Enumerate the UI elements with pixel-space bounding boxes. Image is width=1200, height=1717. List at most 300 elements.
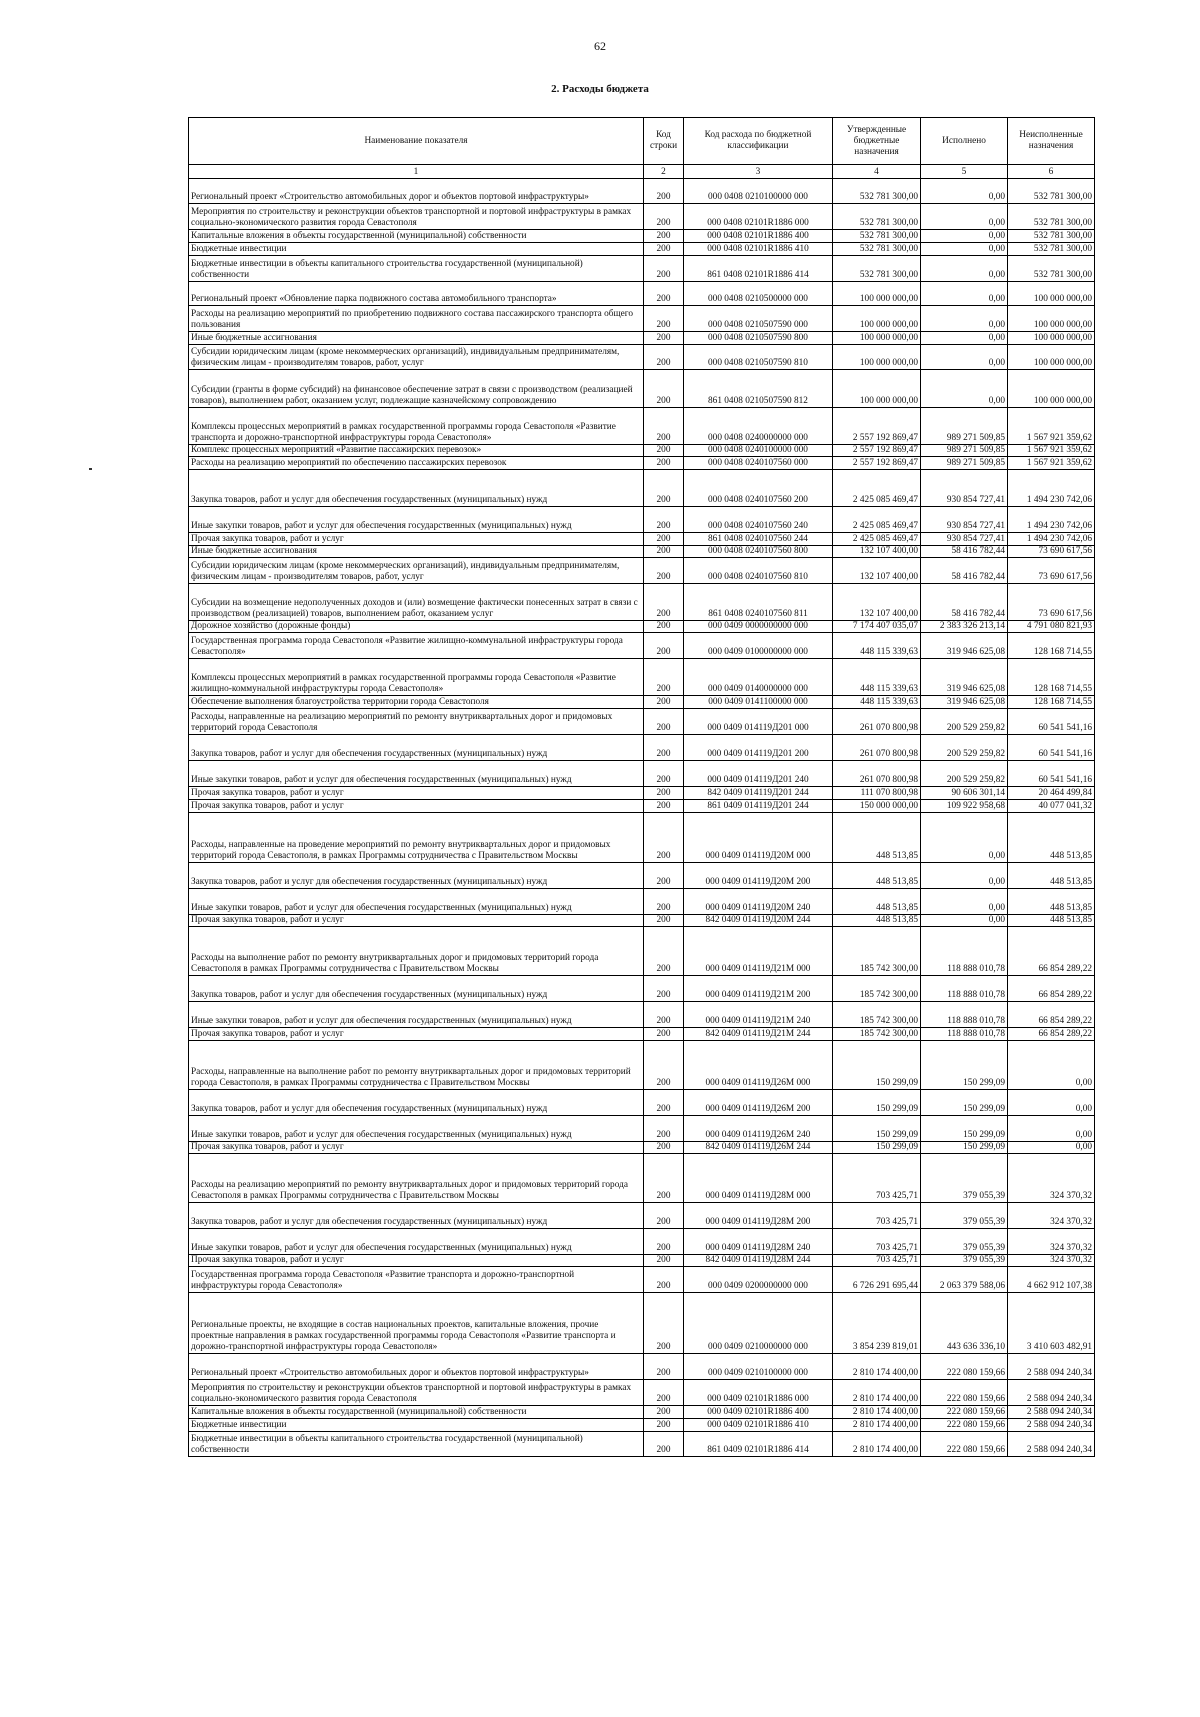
row-unexecuted: 1 567 921 359,62	[1008, 457, 1095, 470]
table-row	[189, 282, 1095, 306]
row-classification: 000 0409 014119Д20М 000	[684, 813, 833, 863]
row-executed: 379 055,39	[921, 1255, 1008, 1267]
row-approved: 150 299,09	[833, 1041, 921, 1090]
row-name: Бюджетные инвестиции в объекты капитального строительства государственной (муниципальной) собственности	[189, 256, 644, 282]
row-unexecuted: 324 370,32	[1008, 1154, 1095, 1203]
row-code: 200	[644, 813, 684, 863]
row-code: 200	[644, 558, 684, 584]
row-classification: 842 0409 014119Д28М 244	[684, 1255, 833, 1267]
row-unexecuted: 448 513,85	[1008, 863, 1095, 889]
row-unexecuted: 0,00	[1008, 1090, 1095, 1116]
row-executed: 118 888 010,78	[921, 1028, 1008, 1041]
header-number: 2	[644, 165, 684, 179]
row-code: 200	[644, 1116, 684, 1142]
row-approved: 703 425,71	[833, 1255, 921, 1267]
row-approved: 100 000 000,00	[833, 332, 921, 345]
row-code: 200	[644, 1142, 684, 1154]
row-approved: 532 781 300,00	[833, 179, 921, 204]
row-executed: 0,00	[921, 243, 1008, 256]
row-classification: 000 0408 0240107560 200	[684, 470, 833, 507]
row-executed: 150 299,09	[921, 1142, 1008, 1154]
row-executed: 0,00	[921, 915, 1008, 927]
row-name: Бюджетные инвестиции	[189, 243, 644, 256]
row-code: 200	[644, 230, 684, 243]
table-row	[189, 1002, 1095, 1028]
table-row	[189, 1419, 1095, 1432]
row-code: 200	[644, 1002, 684, 1028]
row-unexecuted: 2 588 094 240,34	[1008, 1380, 1095, 1406]
row-classification: 861 0409 014119Д201 244	[684, 800, 833, 813]
row-executed: 118 888 010,78	[921, 927, 1008, 976]
row-unexecuted: 40 077 041,32	[1008, 800, 1095, 813]
row-name: Региональный проект «Обновление парка подвижного состава автомобильного транспорта»	[189, 282, 644, 306]
table-row	[189, 800, 1095, 813]
row-classification: 000 0408 0240107560 240	[684, 507, 833, 533]
row-unexecuted: 73 690 617,56	[1008, 546, 1095, 558]
header-number: 4	[833, 165, 921, 179]
table-row	[189, 507, 1095, 533]
row-name: Расходы, направленные на выполнение работ по ремонту внутриквартальных дорог и придомовых территорий города Севастополя, в рамках Программы сотрудничества с Правительством Москвы	[189, 1041, 644, 1090]
table-row	[189, 976, 1095, 1002]
row-classification: 000 0409 0140000000 000	[684, 659, 833, 696]
row-classification: 000 0408 0210507590 800	[684, 332, 833, 345]
table-row	[189, 546, 1095, 558]
table-row	[189, 533, 1095, 546]
row-name: Закупка товаров, работ и услуг для обеспечения государственных (муниципальных) нужд	[189, 863, 644, 889]
header-number: 1	[189, 165, 644, 179]
row-name: Бюджетные инвестиции в объекты капитального строительства государственной (муниципальной) собственности	[189, 1432, 644, 1457]
table-row	[189, 408, 1095, 445]
row-classification: 000 0409 02101R1886 000	[684, 1380, 833, 1406]
row-unexecuted: 532 781 300,00	[1008, 204, 1095, 230]
row-unexecuted: 100 000 000,00	[1008, 282, 1095, 306]
row-unexecuted: 532 781 300,00	[1008, 230, 1095, 243]
row-approved: 261 070 800,98	[833, 709, 921, 735]
row-unexecuted: 324 370,32	[1008, 1229, 1095, 1255]
row-unexecuted: 324 370,32	[1008, 1255, 1095, 1267]
row-executed: 222 080 159,66	[921, 1419, 1008, 1432]
table-row	[189, 915, 1095, 927]
row-name: Иные закупки товаров, работ и услуг для обеспечения государственных (муниципальных) нужд	[189, 889, 644, 915]
row-executed: 0,00	[921, 370, 1008, 408]
row-code: 200	[644, 633, 684, 659]
row-name: Закупка товаров, работ и услуг для обеспечения государственных (муниципальных) нужд	[189, 735, 644, 761]
row-unexecuted: 66 854 289,22	[1008, 1002, 1095, 1028]
table-row	[189, 1432, 1095, 1457]
row-name: Прочая закупка товаров, работ и услуг	[189, 533, 644, 546]
table-row	[189, 863, 1095, 889]
row-approved: 150 000 000,00	[833, 800, 921, 813]
table-row	[189, 1028, 1095, 1041]
row-classification: 000 0409 014119Д26М 000	[684, 1041, 833, 1090]
row-name: Прочая закупка товаров, работ и услуг	[189, 1255, 644, 1267]
row-classification: 861 0409 02101R1886 414	[684, 1432, 833, 1457]
row-executed: 150 299,09	[921, 1041, 1008, 1090]
row-executed: 0,00	[921, 204, 1008, 230]
row-executed: 0,00	[921, 863, 1008, 889]
row-name: Бюджетные инвестиции	[189, 1419, 644, 1432]
row-code: 200	[644, 1293, 684, 1354]
row-unexecuted: 73 690 617,56	[1008, 558, 1095, 584]
row-classification: 000 0408 02101R1886 400	[684, 230, 833, 243]
row-executed: 0,00	[921, 306, 1008, 332]
table-row	[189, 558, 1095, 584]
row-name: Прочая закупка товаров, работ и услуг	[189, 800, 644, 813]
row-unexecuted: 0,00	[1008, 1142, 1095, 1154]
header-classification: Код расхода по бюджетной классификации	[684, 118, 833, 165]
row-approved: 100 000 000,00	[833, 345, 921, 370]
row-executed: 200 529 259,82	[921, 709, 1008, 735]
row-executed: 443 636 336,10	[921, 1293, 1008, 1354]
row-code: 200	[644, 927, 684, 976]
table-row	[189, 1116, 1095, 1142]
table-row	[189, 204, 1095, 230]
header-executed: Исполнено	[921, 118, 1008, 165]
row-code: 200	[644, 976, 684, 1002]
row-approved: 2 810 174 400,00	[833, 1380, 921, 1406]
table-row	[189, 1090, 1095, 1116]
row-executed: 58 416 782,44	[921, 558, 1008, 584]
row-unexecuted: 128 168 714,55	[1008, 633, 1095, 659]
row-name: Государственная программа города Севастополя «Развитие жилищно-коммунальной инфраструктуры города Севастополя»	[189, 633, 644, 659]
row-code: 200	[644, 1090, 684, 1116]
row-name: Расходы на реализацию мероприятий по приобретению подвижного состава пассажирского транспорта общего пользования	[189, 306, 644, 332]
table-row	[189, 787, 1095, 800]
row-executed: 989 271 509,85	[921, 408, 1008, 445]
row-classification: 000 0409 014119Д201 240	[684, 761, 833, 787]
table-row	[189, 445, 1095, 457]
row-code: 200	[644, 787, 684, 800]
row-unexecuted: 2 588 094 240,34	[1008, 1406, 1095, 1419]
row-code: 200	[644, 282, 684, 306]
row-code: 200	[644, 507, 684, 533]
row-unexecuted: 2 588 094 240,34	[1008, 1419, 1095, 1432]
table-row	[189, 243, 1095, 256]
table-row	[189, 1267, 1095, 1293]
row-unexecuted: 20 464 499,84	[1008, 787, 1095, 800]
row-code: 200	[644, 470, 684, 507]
row-name: Прочая закупка товаров, работ и услуг	[189, 915, 644, 927]
table-row	[189, 470, 1095, 507]
row-executed: 118 888 010,78	[921, 976, 1008, 1002]
row-name: Капитальные вложения в объекты государственной (муниципальной) собственности	[189, 230, 644, 243]
row-classification: 861 0408 0210507590 812	[684, 370, 833, 408]
row-unexecuted: 324 370,32	[1008, 1203, 1095, 1229]
row-unexecuted: 1 494 230 742,06	[1008, 507, 1095, 533]
row-executed: 150 299,09	[921, 1116, 1008, 1142]
row-code: 200	[644, 709, 684, 735]
row-name: Расходы на реализацию мероприятий по обеспечению пассажирских перевозок	[189, 457, 644, 470]
row-unexecuted: 0,00	[1008, 1041, 1095, 1090]
row-code: 200	[644, 915, 684, 927]
row-unexecuted: 448 513,85	[1008, 889, 1095, 915]
table-row	[189, 230, 1095, 243]
row-classification: 000 0409 02101R1886 410	[684, 1419, 833, 1432]
row-executed: 118 888 010,78	[921, 1002, 1008, 1028]
row-classification: 000 0408 0240107560 000	[684, 457, 833, 470]
row-name: Комплексы процессных мероприятий в рамках государственной программы города Севастополя «Развитие жилищно-коммунальной инфраструктуры города Севастополя»	[189, 659, 644, 696]
table-row	[189, 345, 1095, 370]
row-executed: 319 946 625,08	[921, 633, 1008, 659]
row-code: 200	[644, 533, 684, 546]
row-approved: 448 513,85	[833, 813, 921, 863]
row-name: Субсидии на возмещение недополученных доходов и (или) возмещение фактически понесенных затрат в связи с производством (реализацией) товаров, выполнением работ, оказанием услуг	[189, 584, 644, 621]
row-approved: 703 425,71	[833, 1229, 921, 1255]
row-name: Расходы, направленные на реализацию мероприятий по ремонту внутриквартальных дорог и придомовых территорий города Севастополя	[189, 709, 644, 735]
row-name: Прочая закупка товаров, работ и услуг	[189, 1142, 644, 1154]
row-classification: 000 0409 014119Д21М 000	[684, 927, 833, 976]
row-approved: 532 781 300,00	[833, 243, 921, 256]
row-name: Обеспечение выполнения благоустройства территории города Севастополя	[189, 696, 644, 709]
row-code: 200	[644, 1203, 684, 1229]
row-name: Субсидии юридическим лицам (кроме некоммерческих организаций), индивидуальным предпринимателям, физическим лицам - производителям товаров, работ, услуг	[189, 345, 644, 370]
row-classification: 000 0409 014119Д26М 200	[684, 1090, 833, 1116]
row-name: Дорожное хозяйство (дорожные фонды)	[189, 621, 644, 633]
scan-speck	[89, 468, 92, 470]
row-name: Капитальные вложения в объекты государственной (муниципальной) собственности	[189, 1406, 644, 1419]
row-classification: 000 0408 0240107560 800	[684, 546, 833, 558]
row-unexecuted: 2 588 094 240,34	[1008, 1432, 1095, 1457]
row-name: Комплексы процессных мероприятий в рамках государственной программы города Севастополя «Развитие транспорта и дорожно-транспортной инфраструктуры города Севастополя»	[189, 408, 644, 445]
row-code: 200	[644, 445, 684, 457]
row-approved: 703 425,71	[833, 1154, 921, 1203]
row-approved: 448 513,85	[833, 863, 921, 889]
row-executed: 989 271 509,85	[921, 457, 1008, 470]
row-approved: 100 000 000,00	[833, 370, 921, 408]
row-name: Региональные проекты, не входящие в состав национальных проектов, капитальные вложения, прочие проектные направления в рамках государственной программы города Севастополя «Развитие транспорта и дорожно-транспортной инфраструктуры города Севастополя»	[189, 1293, 644, 1354]
row-code: 200	[644, 370, 684, 408]
row-unexecuted: 60 541 541,16	[1008, 761, 1095, 787]
row-classification: 000 0408 0210507590 000	[684, 306, 833, 332]
row-unexecuted: 100 000 000,00	[1008, 370, 1095, 408]
header-code: Код строки	[644, 118, 684, 165]
row-name: Иные закупки товаров, работ и услуг для обеспечения государственных (муниципальных) нужд	[189, 761, 644, 787]
row-approved: 261 070 800,98	[833, 761, 921, 787]
row-code: 200	[644, 584, 684, 621]
row-code: 200	[644, 1028, 684, 1041]
row-code: 200	[644, 1154, 684, 1203]
row-name: Субсидии (гранты в форме субсидий) на финансовое обеспечение затрат в связи с производством (реализацией товаров), выполнением работ, оказанием услуг, подлежащие казначейскому сопровождению	[189, 370, 644, 408]
row-name: Мероприятия по строительству и реконструкции объектов транспортной и портовой инфраструктуры в рамках социально-экономического развития города Севастополя	[189, 204, 644, 230]
row-code: 200	[644, 179, 684, 204]
header-name: Наименование показателя	[189, 118, 644, 165]
row-name: Расходы, направленные на проведение мероприятий по ремонту внутриквартальных дорог и придомовых территорий города Севастополя, в рамках Программы сотрудничества с Правительством Москвы	[189, 813, 644, 863]
row-executed: 0,00	[921, 256, 1008, 282]
row-approved: 448 115 339,63	[833, 659, 921, 696]
row-approved: 100 000 000,00	[833, 282, 921, 306]
row-name: Закупка товаров, работ и услуг для обеспечения государственных (муниципальных) нужд	[189, 976, 644, 1002]
row-approved: 111 070 800,98	[833, 787, 921, 800]
table-row	[189, 1380, 1095, 1406]
row-code: 200	[644, 800, 684, 813]
table-row	[189, 633, 1095, 659]
row-executed: 58 416 782,44	[921, 584, 1008, 621]
row-classification: 000 0409 0210000000 000	[684, 1293, 833, 1354]
row-code: 200	[644, 243, 684, 256]
row-classification: 000 0408 0210500000 000	[684, 282, 833, 306]
row-executed: 222 080 159,66	[921, 1406, 1008, 1419]
row-executed: 0,00	[921, 179, 1008, 204]
row-executed: 90 606 301,14	[921, 787, 1008, 800]
row-classification: 000 0409 014119Д28М 200	[684, 1203, 833, 1229]
row-name: Иные закупки товаров, работ и услуг для обеспечения государственных (муниципальных) нужд	[189, 1116, 644, 1142]
row-unexecuted: 4 662 912 107,38	[1008, 1267, 1095, 1293]
row-classification: 000 0409 014119Д28М 240	[684, 1229, 833, 1255]
table-row	[189, 332, 1095, 345]
row-name: Расходы на реализацию мероприятий по ремонту внутриквартальных дорог и придомовых территорий города Севастополя в рамках Программы сотрудничества с Правительством Москвы	[189, 1154, 644, 1203]
row-unexecuted: 60 541 541,16	[1008, 735, 1095, 761]
header-approved: Утвержденные бюджетные назначения	[833, 118, 921, 165]
row-code: 200	[644, 1267, 684, 1293]
row-executed: 222 080 159,66	[921, 1380, 1008, 1406]
row-code: 200	[644, 1432, 684, 1457]
row-unexecuted: 100 000 000,00	[1008, 345, 1095, 370]
row-code: 200	[644, 696, 684, 709]
row-classification: 000 0409 014119Д28М 000	[684, 1154, 833, 1203]
table-row	[189, 1041, 1095, 1090]
table-row	[189, 1255, 1095, 1267]
row-code: 200	[644, 256, 684, 282]
row-name: Закупка товаров, работ и услуг для обеспечения государственных (муниципальных) нужд	[189, 470, 644, 507]
row-classification: 000 0409 014119Д21М 200	[684, 976, 833, 1002]
row-unexecuted: 100 000 000,00	[1008, 332, 1095, 345]
row-approved: 448 115 339,63	[833, 633, 921, 659]
row-code: 200	[644, 1354, 684, 1380]
row-classification: 000 0409 014119Д20М 200	[684, 863, 833, 889]
row-unexecuted: 448 513,85	[1008, 813, 1095, 863]
row-executed: 930 854 727,41	[921, 533, 1008, 546]
row-name: Региональный проект «Строительство автомобильных дорог и объектов портовой инфраструктуры»	[189, 179, 644, 204]
row-classification: 000 0408 02101R1886 410	[684, 243, 833, 256]
row-classification: 000 0408 0210100000 000	[684, 179, 833, 204]
row-unexecuted: 2 588 094 240,34	[1008, 1354, 1095, 1380]
row-code: 200	[644, 1406, 684, 1419]
table-row	[189, 584, 1095, 621]
header-number: 6	[1008, 165, 1095, 179]
row-name: Закупка товаров, работ и услуг для обеспечения государственных (муниципальных) нужд	[189, 1203, 644, 1229]
row-unexecuted: 0,00	[1008, 1116, 1095, 1142]
row-unexecuted: 448 513,85	[1008, 915, 1095, 927]
row-name: Комплекс процессных мероприятий «Развитие пассажирских перевозок»	[189, 445, 644, 457]
row-name: Субсидии юридическим лицам (кроме некоммерческих организаций), индивидуальным предпринимателям, физическим лицам - производителям товаров, работ, услуг	[189, 558, 644, 584]
row-classification: 842 0409 014119Д21М 244	[684, 1028, 833, 1041]
row-approved: 100 000 000,00	[833, 306, 921, 332]
row-code: 200	[644, 306, 684, 332]
row-unexecuted: 532 781 300,00	[1008, 243, 1095, 256]
row-code: 200	[644, 1229, 684, 1255]
row-unexecuted: 66 854 289,22	[1008, 927, 1095, 976]
table-row	[189, 256, 1095, 282]
row-name: Иные закупки товаров, работ и услуг для обеспечения государственных (муниципальных) нужд	[189, 1229, 644, 1255]
row-executed: 200 529 259,82	[921, 735, 1008, 761]
table-row	[189, 709, 1095, 735]
row-name: Расходы на выполнение работ по ремонту внутриквартальных дорог и придомовых территорий города Севастополя в рамках Программы сотрудничества с Правительством Москвы	[189, 927, 644, 976]
row-classification: 000 0409 014119Д20М 240	[684, 889, 833, 915]
table-row	[189, 370, 1095, 408]
row-classification: 000 0409 014119Д21М 240	[684, 1002, 833, 1028]
row-approved: 132 107 400,00	[833, 558, 921, 584]
row-name: Иные закупки товаров, работ и услуг для обеспечения государственных (муниципальных) нужд	[189, 507, 644, 533]
row-executed: 930 854 727,41	[921, 470, 1008, 507]
row-classification: 000 0408 02101R1886 000	[684, 204, 833, 230]
table-row	[189, 1142, 1095, 1154]
row-executed: 0,00	[921, 282, 1008, 306]
row-executed: 200 529 259,82	[921, 761, 1008, 787]
row-approved: 150 299,09	[833, 1116, 921, 1142]
row-classification: 000 0409 014119Д201 000	[684, 709, 833, 735]
row-executed: 109 922 958,68	[921, 800, 1008, 813]
row-code: 200	[644, 1419, 684, 1432]
row-code: 200	[644, 863, 684, 889]
row-code: 200	[644, 1041, 684, 1090]
row-approved: 185 742 300,00	[833, 927, 921, 976]
row-approved: 448 513,85	[833, 889, 921, 915]
row-unexecuted: 1 494 230 742,06	[1008, 470, 1095, 507]
row-approved: 448 115 339,63	[833, 696, 921, 709]
row-classification: 861 0408 02101R1886 414	[684, 256, 833, 282]
row-approved: 2 810 174 400,00	[833, 1354, 921, 1380]
row-classification: 000 0409 014119Д26М 240	[684, 1116, 833, 1142]
row-name: Прочая закупка товаров, работ и услуг	[189, 787, 644, 800]
row-classification: 000 0409 0000000000 000	[684, 621, 833, 633]
row-name: Иные бюджетные ассигнования	[189, 546, 644, 558]
table-row	[189, 1229, 1095, 1255]
row-approved: 532 781 300,00	[833, 204, 921, 230]
row-approved: 2 557 192 869,47	[833, 445, 921, 457]
row-name: Региональный проект «Строительство автомобильных дорог и объектов портовой инфраструктуры»	[189, 1354, 644, 1380]
table-row	[189, 813, 1095, 863]
row-unexecuted: 128 168 714,55	[1008, 659, 1095, 696]
row-classification: 000 0408 0240000000 000	[684, 408, 833, 445]
row-executed: 319 946 625,08	[921, 696, 1008, 709]
row-unexecuted: 73 690 617,56	[1008, 584, 1095, 621]
row-executed: 379 055,39	[921, 1154, 1008, 1203]
row-name: Государственная программа города Севастополя «Развитие транспорта и дорожно-транспортной инфраструктуры города Севастополя»	[189, 1267, 644, 1293]
row-code: 200	[644, 621, 684, 633]
row-unexecuted: 66 854 289,22	[1008, 976, 1095, 1002]
row-approved: 2 425 085 469,47	[833, 507, 921, 533]
row-classification: 842 0409 014119Д201 244	[684, 787, 833, 800]
table-row	[189, 1354, 1095, 1380]
row-approved: 532 781 300,00	[833, 230, 921, 243]
row-code: 200	[644, 761, 684, 787]
row-approved: 2 557 192 869,47	[833, 457, 921, 470]
table-row	[189, 696, 1095, 709]
row-approved: 185 742 300,00	[833, 976, 921, 1002]
row-code: 200	[644, 659, 684, 696]
row-approved: 2 810 174 400,00	[833, 1419, 921, 1432]
row-unexecuted: 66 854 289,22	[1008, 1028, 1095, 1041]
row-executed: 989 271 509,85	[921, 445, 1008, 457]
row-executed: 930 854 727,41	[921, 507, 1008, 533]
row-approved: 132 107 400,00	[833, 546, 921, 558]
table-row	[189, 1293, 1095, 1354]
row-approved: 2 425 085 469,47	[833, 470, 921, 507]
row-executed: 58 416 782,44	[921, 546, 1008, 558]
row-classification: 000 0409 014119Д201 200	[684, 735, 833, 761]
table-row	[189, 659, 1095, 696]
row-classification: 000 0409 0141100000 000	[684, 696, 833, 709]
row-unexecuted: 1 494 230 742,06	[1008, 533, 1095, 546]
row-code: 200	[644, 1380, 684, 1406]
header-number: 3	[684, 165, 833, 179]
row-classification: 000 0409 0100000000 000	[684, 633, 833, 659]
row-code: 200	[644, 889, 684, 915]
row-approved: 2 425 085 469,47	[833, 533, 921, 546]
header-unexecuted: Неисполненные назначения	[1008, 118, 1095, 165]
row-approved: 703 425,71	[833, 1203, 921, 1229]
row-unexecuted: 100 000 000,00	[1008, 306, 1095, 332]
